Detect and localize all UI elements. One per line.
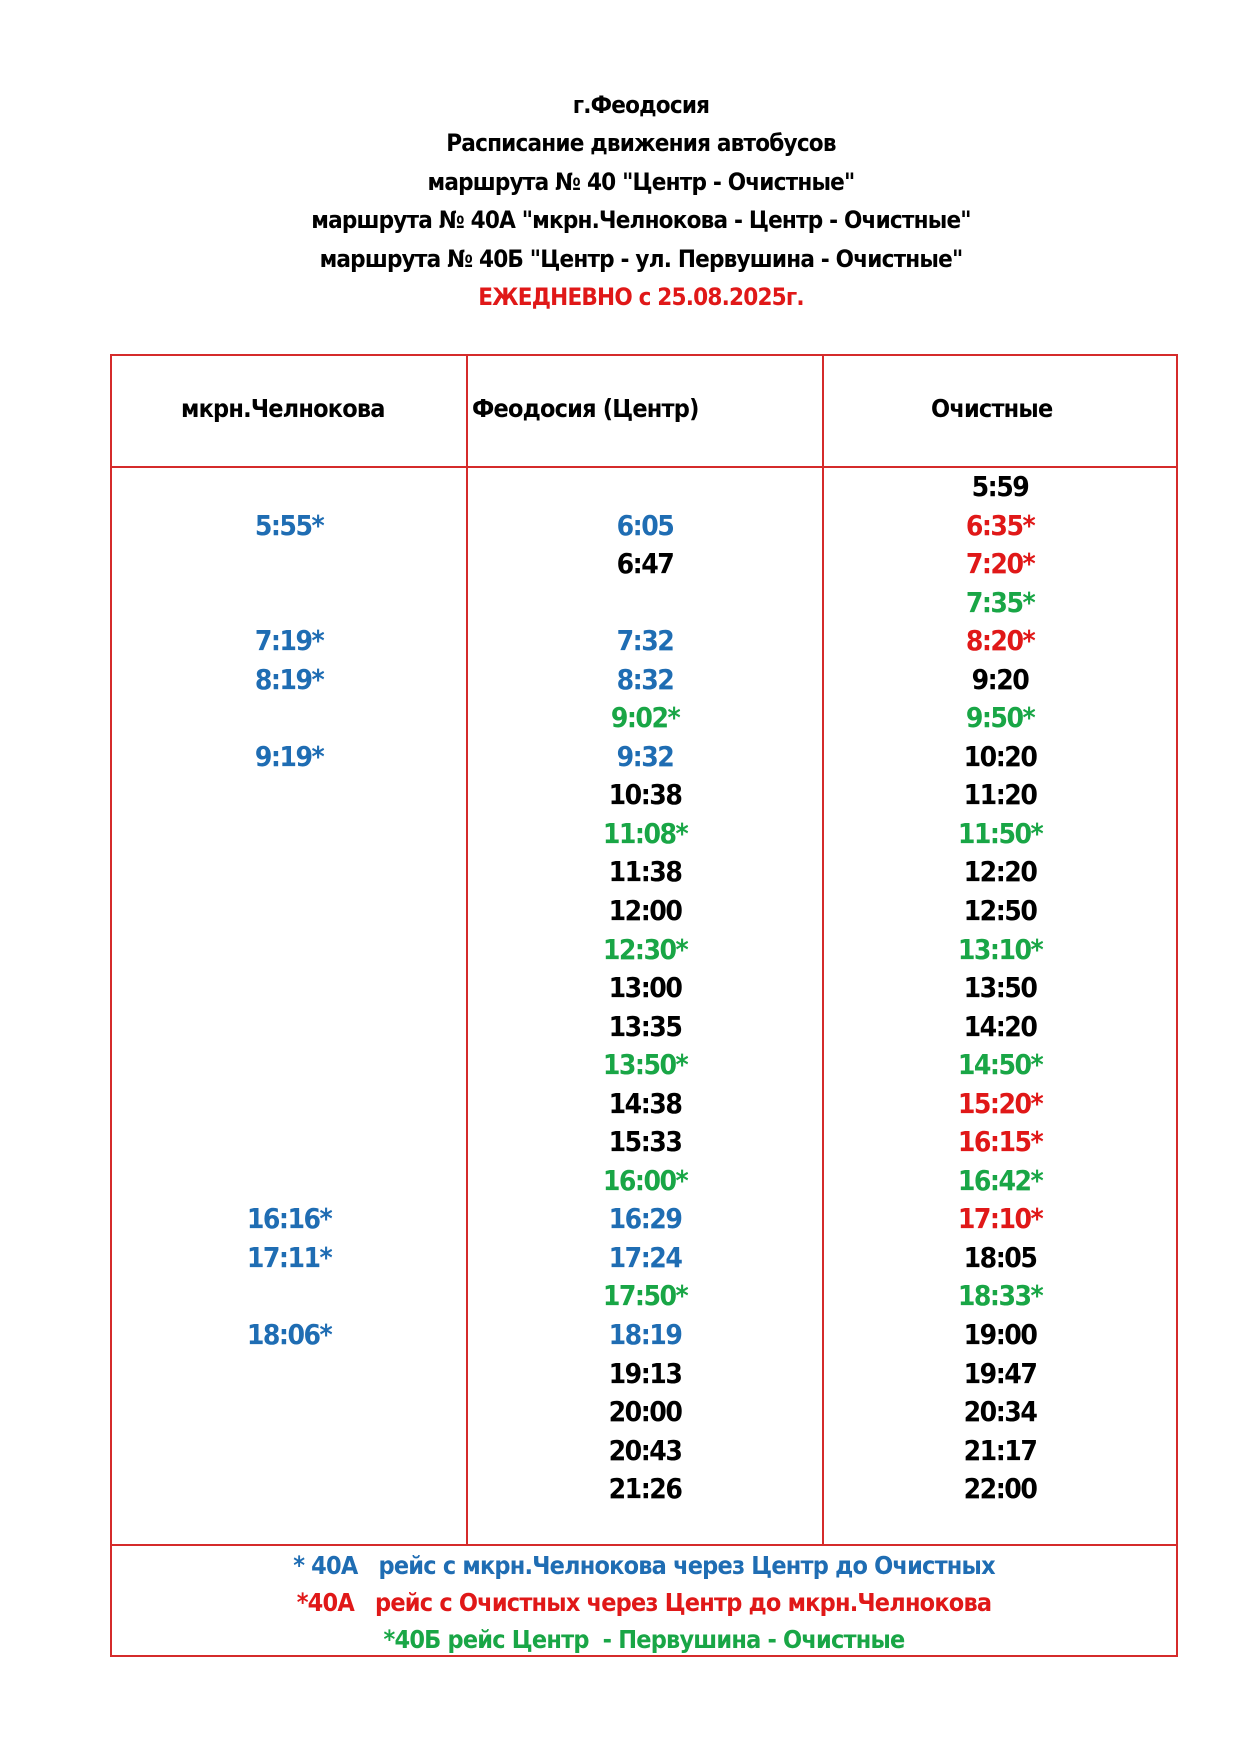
time-cell: 19:13 xyxy=(608,1356,682,1390)
column-header-chelnokova: мкрн.Челнокова xyxy=(181,394,385,423)
time-cell: 9:32 xyxy=(616,739,674,773)
time-cell xyxy=(112,584,466,623)
time-cell: 19:47 xyxy=(963,1356,1037,1390)
column-header-ochistnye: Очистные xyxy=(931,394,1053,423)
time-cell xyxy=(112,815,466,854)
table-header-row xyxy=(112,356,1176,468)
legend-line: *40А рейс с Очистных через Центр до мкрн.Челнокова xyxy=(296,1588,992,1617)
time-cell xyxy=(112,1470,466,1509)
time-cell: 12:50 xyxy=(963,894,1037,928)
time-cell xyxy=(468,584,822,623)
legend xyxy=(112,1544,1176,1657)
time-cell: 7:20* xyxy=(965,547,1035,581)
city-name: г.Феодосия xyxy=(572,91,710,119)
time-cell: 17:50* xyxy=(602,1279,688,1313)
time-cell: 21:17 xyxy=(963,1433,1037,1467)
time-cell: 18:19 xyxy=(608,1318,682,1352)
time-cell: 9:19* xyxy=(254,739,324,773)
time-cell: 20:34 xyxy=(963,1395,1037,1429)
time-cell: 17:11* xyxy=(246,1240,332,1274)
time-cell xyxy=(112,969,466,1008)
document-header xyxy=(0,86,1241,316)
route-40-line: маршрута № 40 "Центр - Очистные" xyxy=(427,167,855,196)
route-40a-line: маршрута № 40А "мкрн.Челнокова - Центр - Очистные" xyxy=(311,206,971,235)
time-cell: 9:50* xyxy=(965,701,1035,735)
time-cell: 14:38 xyxy=(608,1086,682,1120)
legend-line: * 40А рейс с мкрн.Челнокова через Центр до Очистных xyxy=(293,1551,995,1580)
time-cell: 16:16* xyxy=(246,1202,332,1236)
time-cell xyxy=(112,1277,466,1316)
time-cell xyxy=(112,1432,466,1471)
time-cell: 5:59 xyxy=(971,470,1029,503)
time-cell: 19:00 xyxy=(963,1318,1037,1352)
time-cell: 17:10* xyxy=(957,1202,1043,1236)
time-cell: 16:29 xyxy=(608,1202,682,1236)
time-cell: 15:20* xyxy=(957,1086,1043,1120)
chelnokova-times-column xyxy=(112,468,466,1544)
time-cell: 18:33* xyxy=(957,1279,1043,1313)
time-cell: 7:32 xyxy=(616,624,674,658)
time-cell: 8:19* xyxy=(254,662,324,696)
time-cell: 9:20 xyxy=(971,662,1029,696)
time-cell: 16:00* xyxy=(602,1163,688,1197)
time-cell: 11:38 xyxy=(608,855,682,889)
time-cell xyxy=(112,931,466,970)
time-cell xyxy=(112,1085,466,1124)
time-cell xyxy=(112,853,466,892)
time-cell: 12:30* xyxy=(602,932,688,966)
time-cell: 13:50* xyxy=(602,1048,688,1082)
time-cell xyxy=(112,1123,466,1162)
time-cell: 6:47 xyxy=(616,547,674,581)
time-cell xyxy=(112,699,466,738)
time-cell: 6:35* xyxy=(965,508,1035,542)
time-cell: 21:26 xyxy=(608,1472,682,1506)
time-cell: 12:20 xyxy=(963,855,1037,889)
time-cell: 16:15* xyxy=(957,1125,1043,1159)
time-cell: 17:24 xyxy=(608,1240,682,1274)
route-40b-line: маршрута № 40Б "Центр - ул. Первушина - Очистные" xyxy=(319,244,963,273)
time-cell: 13:35 xyxy=(608,1009,682,1043)
time-cell: 11:20 xyxy=(963,778,1037,812)
time-cell: 10:38 xyxy=(608,778,682,812)
time-cell: 6:05 xyxy=(616,508,674,542)
time-cell: 14:20 xyxy=(963,1009,1037,1043)
time-cell: 13:00 xyxy=(608,971,682,1005)
time-cell: 10:20 xyxy=(963,739,1037,773)
time-cell: 11:08* xyxy=(602,816,688,850)
time-cell xyxy=(112,1393,466,1432)
time-cell: 22:00 xyxy=(963,1472,1037,1506)
time-cell: 13:50 xyxy=(963,971,1037,1005)
time-cell xyxy=(112,776,466,815)
column-header-center: Феодосия (Центр) xyxy=(472,394,699,423)
time-cell: 20:00 xyxy=(608,1395,682,1429)
time-cell: 5:55* xyxy=(254,508,324,542)
time-cell xyxy=(112,1046,466,1085)
time-cell xyxy=(112,1008,466,1047)
time-cell: 20:43 xyxy=(608,1433,682,1467)
time-cell: 7:19* xyxy=(254,624,324,658)
time-cell: 13:10* xyxy=(957,932,1043,966)
time-cell: 14:50* xyxy=(957,1048,1043,1082)
time-cell xyxy=(468,468,822,507)
schedule-title: Расписание движения автобусов xyxy=(446,129,836,158)
ochistnye-times-column xyxy=(823,468,1177,1544)
schedule-table xyxy=(110,354,1178,1657)
time-cell: 12:00 xyxy=(608,894,682,928)
time-cell xyxy=(112,1355,466,1394)
time-cell: 11:50* xyxy=(957,816,1043,850)
time-cell xyxy=(112,468,466,507)
time-cell xyxy=(112,892,466,931)
center-times-column xyxy=(468,468,822,1544)
time-cell: 8:32 xyxy=(616,662,674,696)
time-cell: 18:05 xyxy=(963,1240,1037,1274)
time-cell xyxy=(112,1162,466,1201)
time-cell: 9:02* xyxy=(610,701,680,735)
time-cell: 7:35* xyxy=(965,585,1035,619)
time-cell xyxy=(112,545,466,584)
time-cell: 18:06* xyxy=(246,1318,332,1352)
time-cell: 16:42* xyxy=(957,1163,1043,1197)
time-cell: 8:20* xyxy=(965,624,1035,658)
validity-date: ЕЖЕДНЕВНО с 25.08.2025г. xyxy=(478,282,804,311)
legend-line: *40Б рейс Центр - Первушина - Очистные xyxy=(383,1625,905,1654)
time-cell: 15:33 xyxy=(608,1125,682,1159)
